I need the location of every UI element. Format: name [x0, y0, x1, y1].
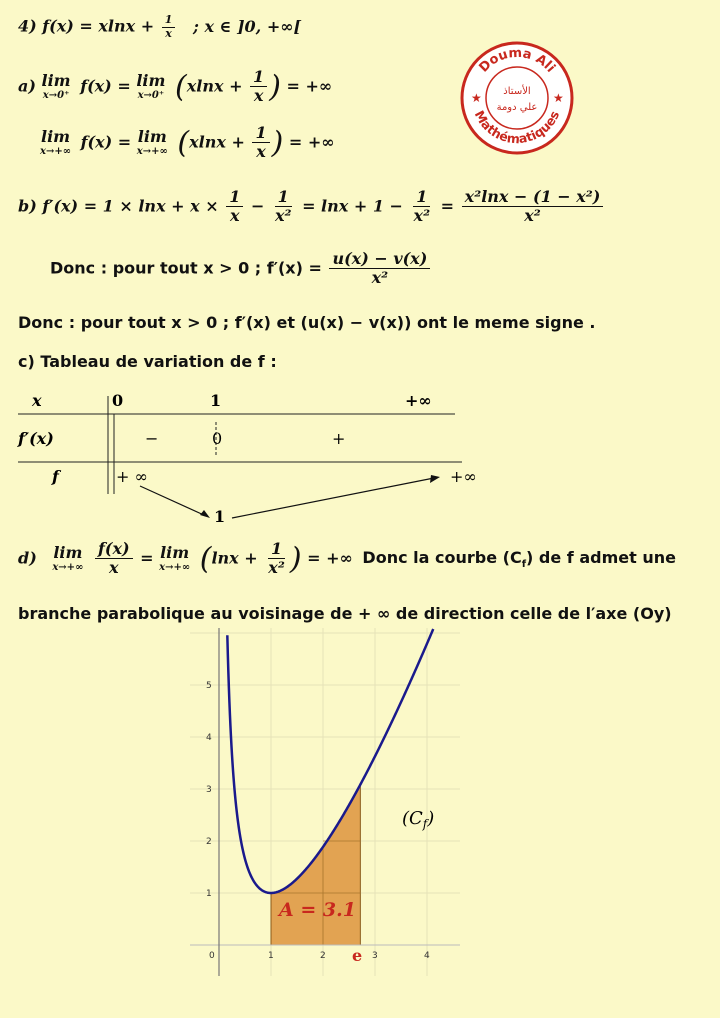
q4-domain: ; x ∈ ]0, +∞[: [192, 16, 302, 36]
qb-frac-1: [226, 188, 243, 226]
donc1-frac-den: x²: [371, 268, 389, 288]
y-tick-labels: [206, 681, 212, 899]
q4-label: 4): [18, 16, 37, 36]
y-tick-label: 4: [206, 733, 212, 743]
table-sign-zero: 0: [212, 429, 223, 448]
qa-label: a): [18, 76, 36, 96]
qa-frac-den: x: [256, 142, 266, 162]
question-a-line-1: [18, 68, 332, 106]
qb-frac3-den: x²: [413, 206, 431, 226]
qa-lim-sub: x→+∞: [40, 145, 72, 157]
qb-frac2-num: 1: [275, 188, 292, 207]
qb-label: b): [18, 196, 37, 216]
qa-inner: xlnx +: [186, 76, 243, 96]
qa-lim-1b: [136, 70, 166, 101]
qa-frac-num: 1: [252, 124, 269, 143]
qa-result: = +∞: [286, 76, 333, 96]
table-arrow-up-head: [430, 475, 440, 483]
y-tick-label: 1: [206, 889, 212, 899]
table-fprime-label: f′(x): [18, 429, 54, 448]
qa-lim-2b: [136, 126, 168, 157]
qd-frac-num: f(x): [95, 540, 133, 559]
donc1-frac-num: u(x) − v(x): [329, 250, 430, 269]
qb-frac2-den: x²: [274, 206, 292, 226]
qd-inner-num: 1: [268, 540, 285, 559]
qd-conclusion-sub: f: [521, 559, 527, 571]
table-sign-plus: +: [332, 429, 346, 448]
qd-inner-fraction: [265, 540, 288, 578]
qa-lim-sub: x→0⁺: [137, 89, 165, 101]
paren-close: ): [289, 541, 302, 577]
q4-fraction: [162, 14, 176, 40]
qd-label: d): [18, 548, 37, 568]
stamp-top-path: Douma Ali: [476, 45, 558, 76]
qa-result: = +∞: [288, 132, 335, 152]
x-tick-labels: [209, 951, 430, 961]
qd-frac-den: x: [108, 558, 119, 578]
question-a-line-2: [40, 124, 335, 162]
qb-eq: =: [440, 196, 455, 216]
y-tick-label: 3: [206, 785, 212, 795]
y-tick-label: 5: [206, 681, 212, 691]
qa-lim-word: lim: [40, 126, 71, 146]
qd-inner-den: x²: [268, 558, 285, 578]
qa-fraction: [250, 68, 267, 106]
table-f-label: f: [52, 467, 59, 486]
function-graph: [0, 628, 720, 1008]
paren-open: (: [177, 125, 190, 161]
paren-close: ): [271, 125, 284, 161]
table-x0: 0: [112, 391, 124, 410]
qd-lim-1: [52, 542, 84, 573]
question-d-line: [18, 540, 676, 578]
donc-line-2: [18, 313, 595, 332]
qd-line2: branche parabolique au voisinage de + ∞ de direction celle de l′axe (Oy): [18, 604, 672, 623]
author-stamp: [458, 38, 576, 156]
question-4-line: [18, 14, 301, 40]
qb-minus: −: [250, 196, 265, 216]
table-x1: 1: [210, 391, 222, 410]
table-f-left: + ∞: [116, 467, 148, 486]
table-x-label: x: [32, 391, 42, 410]
x-tick-label: 2: [320, 951, 326, 961]
qd-lim-sub: x→+∞: [159, 561, 191, 573]
curve-label-start: (C: [402, 808, 423, 829]
donc1-fraction: [329, 250, 430, 288]
area-label: A = 3.1: [279, 899, 356, 921]
qd-lim-2: [159, 542, 191, 573]
curve-label-sub: f: [422, 817, 428, 831]
qd-eq: =: [140, 548, 154, 568]
table-sign-minus: −: [145, 429, 159, 448]
qb-frac1-den: x: [230, 206, 240, 226]
q4-frac-num: 1: [162, 14, 176, 28]
qd-conclusion-start: Donc la courbe (C: [362, 548, 522, 568]
stamp-center-line2: علي دومة: [496, 102, 538, 113]
donc2-text: Donc : pour tout x > 0 ; f′(x) et (u(x) − v(x)) ont le meme signe .: [18, 313, 596, 332]
stamp-star-right: ★: [553, 91, 564, 105]
question-d-line-2: [18, 604, 672, 623]
table-xinf: +∞: [405, 391, 432, 410]
donc1-text: Donc : pour tout x > 0 ; f′(x) =: [50, 258, 322, 278]
paren-close: ): [269, 69, 281, 105]
qa-lim-word: lim: [137, 126, 167, 146]
question-c-line: [18, 352, 277, 371]
qa-lim-2: [40, 126, 72, 157]
qb-frac4-den: x²: [524, 206, 541, 226]
qb-frac-4: [462, 188, 604, 226]
qa-lim-word: lim: [136, 70, 166, 90]
qd-lim-sub: x→+∞: [52, 561, 84, 573]
qa-frac-den: x: [253, 86, 264, 106]
paren-open: (: [199, 541, 212, 577]
curve-label: [402, 808, 434, 831]
qc-text: c) Tableau de variation de f :: [18, 352, 277, 371]
paren-open: (: [174, 69, 187, 105]
question-b-line: [18, 188, 605, 226]
donc-line-1: [50, 250, 432, 288]
x-tick-label: 1: [268, 951, 274, 961]
qa-lim-sub: x→0⁺: [42, 89, 70, 101]
qa-f: f(x) =: [80, 132, 132, 152]
table-arrow-down: [140, 486, 206, 516]
stamp-star-left: ★: [471, 91, 482, 105]
qd-lim-word: lim: [160, 542, 190, 562]
qd-result: = +∞: [307, 548, 353, 568]
qd-fraction: [95, 540, 133, 578]
qb-frac4-num: x²lnx − (1 − x²): [462, 188, 604, 207]
e-label: e: [352, 946, 363, 965]
variation-table: [0, 382, 720, 532]
qb-frac3-num: 1: [413, 188, 430, 207]
stamp-center-line1: الأستاذ: [503, 86, 531, 97]
table-arrow-down-head: [200, 510, 210, 518]
qa-lim-word: lim: [41, 70, 71, 90]
qb-frac1-num: 1: [226, 188, 243, 207]
qb-deriv-start: f′(x) = 1 × lnx + x ×: [42, 196, 219, 216]
x-tick-label: 3: [372, 951, 378, 961]
stamp-bottom-path: Mathématiques: [471, 107, 563, 147]
qd-inner: lnx +: [211, 548, 258, 568]
table-f-min: 1: [214, 507, 226, 526]
table-f-right: +∞: [450, 467, 477, 486]
qa-lim-sub: x→+∞: [136, 145, 168, 157]
qb-frac-2: [272, 188, 295, 226]
x-tick-label: 4: [424, 951, 430, 961]
qa-inner: xlnx +: [189, 132, 245, 152]
qa-fraction: [252, 124, 269, 162]
qb-frac-3: [411, 188, 434, 226]
qd-conclusion: [362, 548, 676, 571]
qa-f: f(x) =: [80, 76, 131, 96]
qd-lim-word: lim: [53, 542, 83, 562]
q4-frac-den: x: [165, 26, 172, 40]
qb-mid: = lnx + 1 −: [302, 196, 403, 216]
x-tick-label: 0: [209, 951, 215, 961]
q4-function: f(x) = xlnx +: [42, 16, 160, 36]
table-arrow-up: [232, 478, 434, 518]
qd-conclusion-end: ) de f admet une: [526, 548, 676, 568]
curve-label-end: ): [427, 808, 435, 829]
y-tick-label: 2: [206, 837, 212, 847]
qa-lim-1: [41, 70, 71, 101]
qa-frac-num: 1: [250, 68, 267, 87]
